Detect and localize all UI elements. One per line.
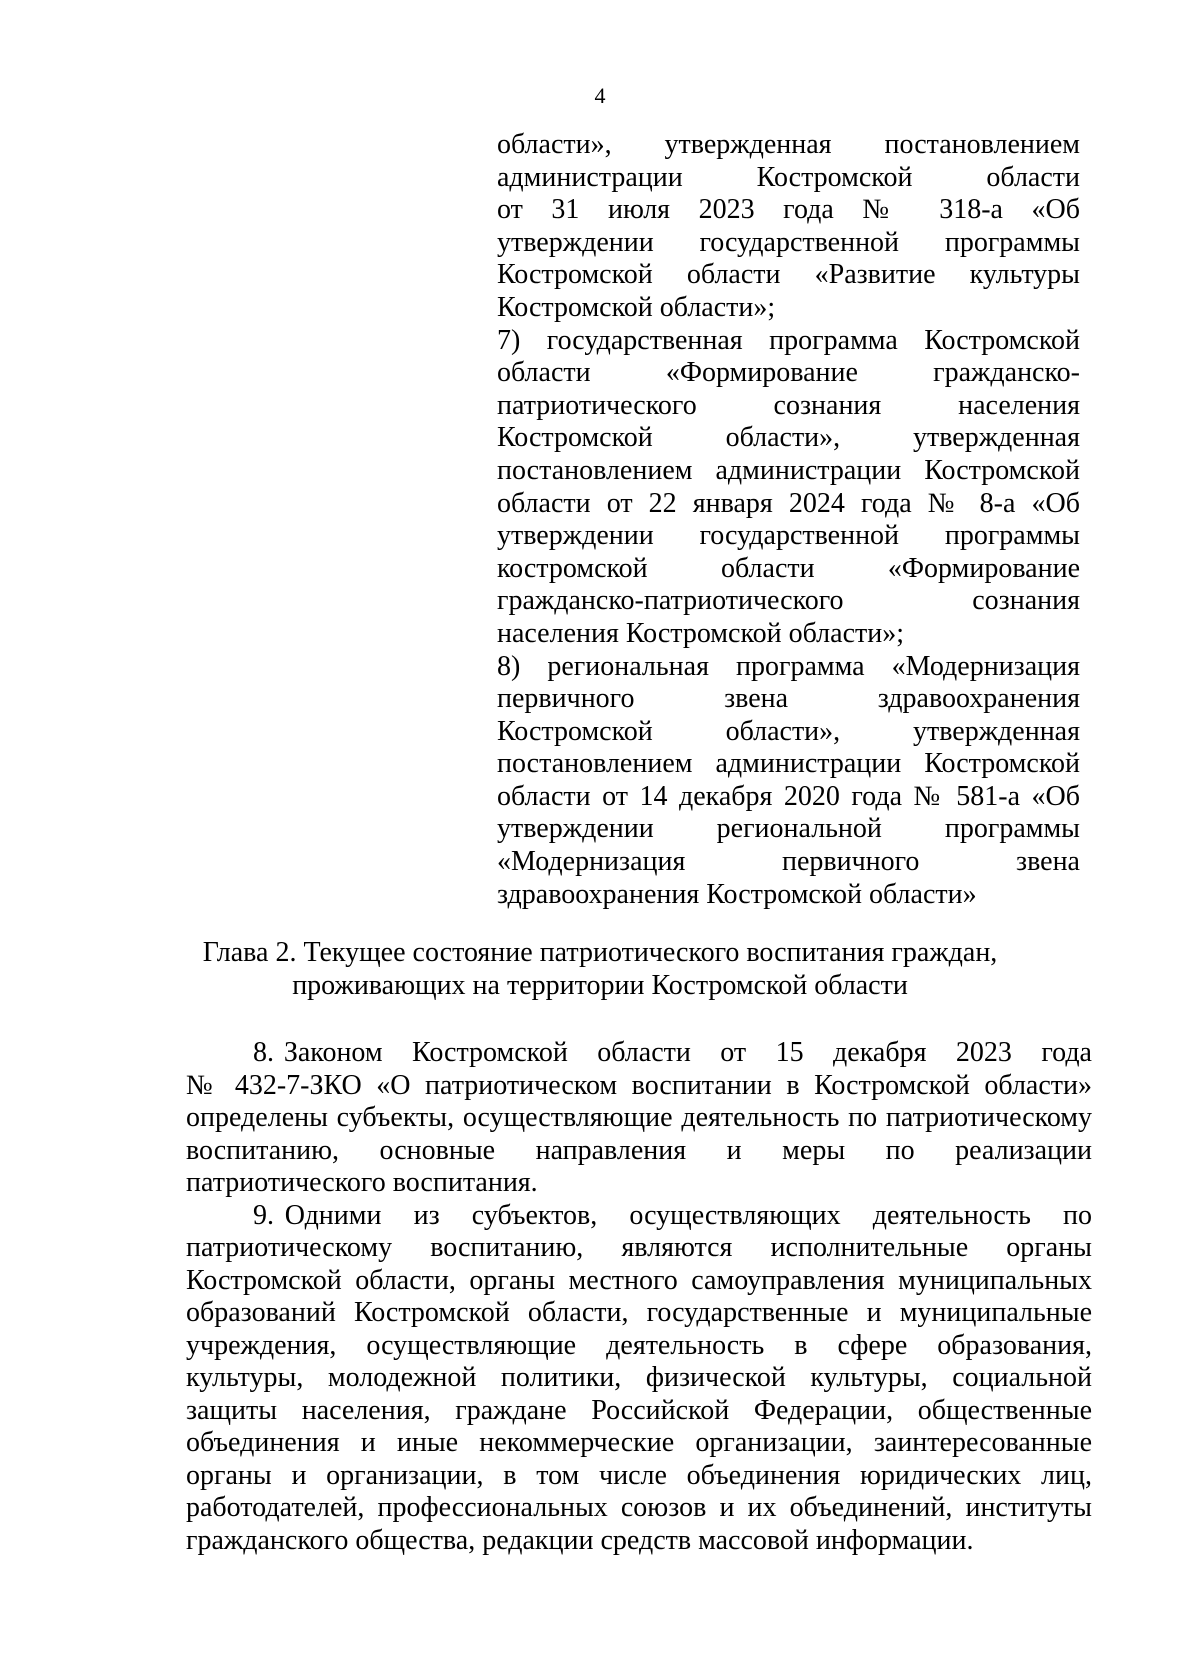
text-line: «Модернизация первичного звена: [497, 846, 1080, 878]
chapter-title-line: проживающих на территории Костромской области: [292, 969, 908, 1001]
text-line: утверждении региональной программы: [497, 813, 1080, 845]
text-line: 8. Законом Костромской области от 15 декабря 2023 года: [253, 1037, 1092, 1068]
text-line: работодателей, профессиональных союзов и их объединений, институты: [186, 1492, 1092, 1523]
text-line: постановлением администрации Костромской: [497, 748, 1080, 780]
text-line: патриотического воспитания.: [186, 1167, 538, 1198]
text-line: гражданско-патриотического сознания: [497, 585, 1080, 617]
text-line: № 432-7-ЗКО «О патриотическом воспитании в Костромской области»: [186, 1069, 1092, 1101]
chapter-body: [186, 1037, 1092, 1557]
text-line: культуры, молодежной политики, физической культуры, социальной: [186, 1362, 1092, 1393]
text-line: Костромской области «Развитие культуры: [497, 259, 1080, 291]
list-item-7: 7) государственная программа Костромской: [497, 324, 1080, 356]
text-line: администрации Костромской области: [497, 161, 1080, 193]
text-line: Костромской области»;: [497, 291, 776, 323]
text-line: области», утвержденная постановлением: [497, 129, 1080, 160]
text-line: костромской области «Формирование: [497, 552, 1080, 584]
text-line: образований Костромской области, государственные и муниципальные: [186, 1297, 1092, 1328]
text-line: утверждении государственной программы: [497, 520, 1080, 552]
page-number: 4: [594, 83, 606, 108]
chapter-title: [0, 937, 1200, 1002]
list-item-8: 8) региональная программа «Модернизация: [497, 650, 1080, 682]
text-line: населения Костромской области»;: [497, 617, 904, 649]
program-list-continuation: [497, 129, 1080, 911]
text-line: области от 22 января 2024 года № 8-а «Об: [497, 487, 1080, 519]
paragraph-9: [186, 1200, 1092, 1558]
text-line: учреждения, осуществляющие деятельность в сфере образования,: [186, 1329, 1092, 1361]
text-line: 9. Одними из субъектов, осуществляющих деятельность по: [253, 1199, 1092, 1231]
text-line: гражданского общества, редакции средств массовой информации.: [186, 1524, 974, 1556]
paragraph-8: [186, 1037, 1092, 1200]
text-line: первичного звена здравоохранения: [497, 683, 1080, 715]
text-line: объединения и иные некоммерческие организации, заинтересованные: [186, 1427, 1092, 1458]
text-line: защиты населения, граждане Российской Федерации, общественные: [186, 1394, 1092, 1426]
text-line: области «Формирование гражданско-: [497, 357, 1080, 389]
text-line: патриотическому воспитанию, являются исполнительные органы: [186, 1232, 1092, 1263]
text-line: Костромской области», утвержденная: [497, 715, 1080, 747]
text-line: органы и организации, в том числе объединения юридических лиц,: [186, 1459, 1092, 1491]
text-line: патриотического сознания населения: [497, 389, 1080, 421]
text-line: Костромской области», утвержденная: [497, 422, 1080, 454]
text-line: от 31 июля 2023 года № 318-а «Об: [497, 194, 1080, 226]
text-line: определены субъекты, осуществляющие деятельность по патриотическому: [186, 1102, 1092, 1133]
text-line: Костромской области, органы местного самоуправления муниципальных: [186, 1264, 1092, 1296]
text-line: постановлением администрации Костромской: [497, 454, 1080, 486]
text-line: воспитанию, основные направления и меры по реализации: [186, 1134, 1092, 1166]
text-line: утверждении государственной программы: [497, 226, 1080, 258]
text-line: здравоохранения Костромской области»: [497, 878, 977, 910]
text-line: области от 14 декабря 2020 года № 581-а «Об: [497, 780, 1080, 812]
chapter-title-line: Глава 2. Текущее состояние патриотического воспитания граждан,: [202, 937, 998, 968]
